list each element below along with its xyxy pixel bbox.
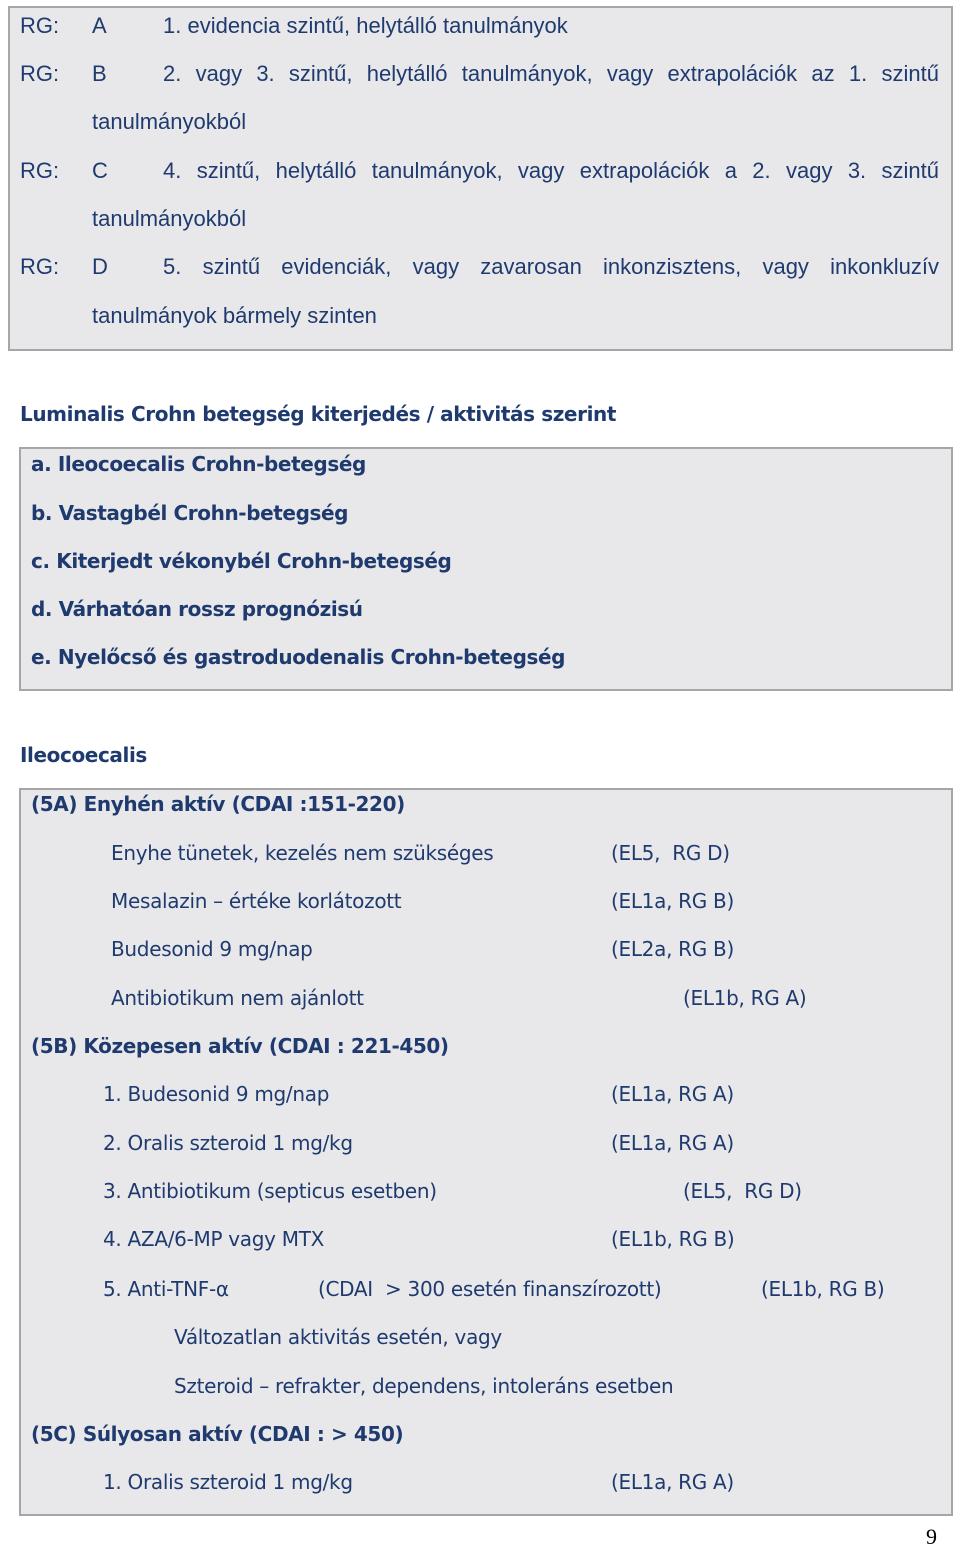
luminal-item-a: a. Ileocoecalis Crohn-betegség bbox=[31, 452, 366, 476]
moderate-row-5-evidence: (EL1b, RG B) bbox=[761, 1277, 885, 1301]
mild-row-3-evidence: (EL2a, RG B) bbox=[611, 937, 734, 961]
grade-d-text: 5. szintű evidenciák, vagy zavarosan inkonzisztens, vagy inkonkluzív bbox=[163, 254, 939, 279]
moderate-row-2-text: 2. Oralis szteroid 1 mg/kg bbox=[103, 1131, 353, 1155]
moderate-row-3-evidence: (EL5, RG D) bbox=[683, 1179, 802, 1203]
moderate-activity-title: (5B) Közepesen aktív (CDAI : 221-450) bbox=[31, 1034, 449, 1058]
mild-row-4-evidence: (EL1b, RG A) bbox=[683, 986, 807, 1010]
luminal-item-d: d. Várhatóan rossz prognózisú bbox=[31, 597, 363, 621]
grade-d: D bbox=[92, 254, 108, 279]
moderate-row-2-evidence: (EL1a, RG A) bbox=[611, 1131, 734, 1155]
moderate-row-4-text: 4. AZA/6-MP vagy MTX bbox=[103, 1227, 325, 1251]
grade-a-text: 1. evidencia szintű, helytálló tanulmányok bbox=[163, 13, 568, 38]
luminal-heading: Luminalis Crohn betegség kiterjedés / aktivitás szerint bbox=[20, 402, 617, 426]
moderate-row-5-text: 5. Anti-TNF-α bbox=[103, 1277, 229, 1301]
mild-row-2-text: Mesalazin – értéke korlátozott bbox=[111, 889, 402, 913]
mild-row-3-text: Budesonid 9 mg/nap bbox=[111, 937, 313, 961]
luminal-item-b: b. Vastagbél Crohn-betegség bbox=[31, 501, 349, 525]
moderate-row-5-note: (CDAI > 300 esetén finanszírozott) bbox=[318, 1277, 662, 1301]
grade-c-text: 4. szintű, helytálló tanulmányok, vagy extrapolációk a 2. vagy 3. szintű bbox=[163, 158, 939, 183]
grade-d-continuation: tanulmányok bármely szinten bbox=[92, 303, 377, 328]
luminal-item-c: c. Kiterjedt vékonybél Crohn-betegség bbox=[31, 549, 452, 573]
ileocoecal-heading: Ileocoecalis bbox=[20, 743, 147, 767]
moderate-row-1-evidence: (EL1a, RG A) bbox=[611, 1082, 734, 1106]
severe-row-1-text: 1. Oralis szteroid 1 mg/kg bbox=[103, 1470, 353, 1494]
moderate-row-4-evidence: (EL1b, RG B) bbox=[611, 1227, 735, 1251]
page-number: 9 bbox=[926, 1524, 937, 1549]
grade-c-continuation: tanulmányokból bbox=[92, 206, 247, 231]
luminal-item-e: e. Nyelőcső és gastroduodenalis Crohn-betegség bbox=[31, 645, 566, 669]
moderate-row-3-text: 3. Antibiotikum (septicus esetben) bbox=[103, 1179, 437, 1203]
severe-activity-title: (5C) Súlyosan aktív (CDAI : > 450) bbox=[31, 1422, 404, 1446]
mild-row-1-evidence: (EL5, RG D) bbox=[611, 841, 730, 865]
rg-label-d: RG: bbox=[20, 254, 60, 279]
mild-activity-title: (5A) Enyhén aktív (CDAI :151-220) bbox=[31, 792, 405, 816]
grade-b: B bbox=[92, 61, 107, 86]
grade-b-continuation: tanulmányokból bbox=[92, 109, 247, 134]
grade-c: C bbox=[92, 158, 108, 183]
mild-row-1-text: Enyhe tünetek, kezelés nem szükséges bbox=[111, 841, 494, 865]
moderate-row-1-text: 1. Budesonid 9 mg/nap bbox=[103, 1082, 330, 1106]
severe-row-1-evidence: (EL1a, RG A) bbox=[611, 1470, 734, 1494]
moderate-subline-1: Változatlan aktivitás esetén, vagy bbox=[174, 1325, 502, 1349]
mild-row-4-text: Antibiotikum nem ajánlott bbox=[111, 986, 364, 1010]
moderate-subline-2: Szteroid – refrakter, dependens, intoleráns esetben bbox=[174, 1374, 674, 1398]
rg-label-a: RG: bbox=[20, 13, 60, 38]
mild-row-2-evidence: (EL1a, RG B) bbox=[611, 889, 734, 913]
rg-label-b: RG: bbox=[20, 61, 60, 86]
grade-a: A bbox=[92, 13, 107, 38]
rg-label-c: RG: bbox=[20, 158, 60, 183]
grade-b-text: 2. vagy 3. szintű, helytálló tanulmányok, vagy extrapolációk az 1. szintű bbox=[163, 61, 939, 86]
